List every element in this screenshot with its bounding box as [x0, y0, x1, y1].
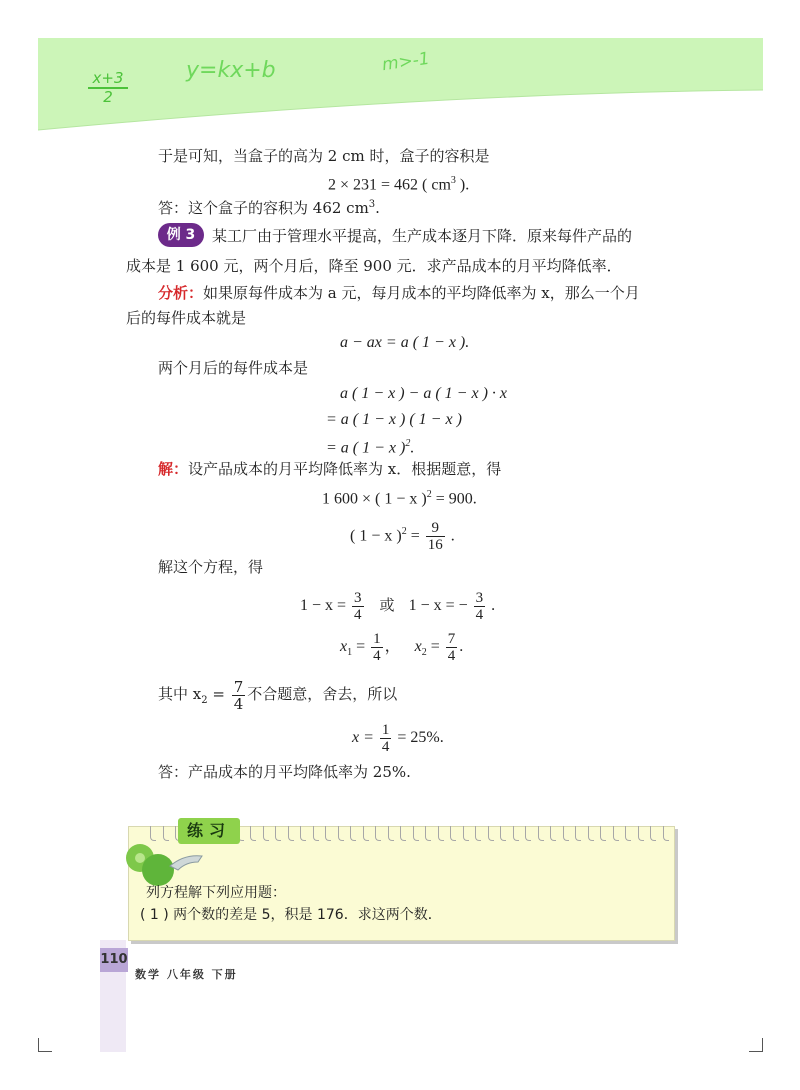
binder-ring — [263, 826, 269, 841]
binder-ring — [300, 826, 306, 841]
example-text-line: 某工厂由于管理水平提高，生产成本逐月下降．原来每件产品的 — [212, 227, 633, 245]
equation-two-months-c — [326, 434, 414, 458]
exercise-instruction: 列方程解下列应用题： — [146, 885, 286, 901]
superscript: 2 — [426, 489, 432, 500]
binder-ring — [513, 826, 519, 841]
binder-ring — [350, 826, 356, 841]
numerator: 3 — [475, 589, 484, 606]
equation-text: ). — [455, 176, 470, 194]
numerator: 7 — [447, 630, 456, 647]
equation-text: = — [426, 638, 444, 655]
fraction — [446, 631, 458, 664]
exercise-question: ( 1 ) 两个数的差是 5，积是 176．求这两个数． — [140, 907, 442, 923]
binder-ring — [575, 826, 581, 841]
equation-solutions — [340, 629, 463, 671]
equation-text: . — [410, 439, 415, 457]
exercise-tag: 练习 — [178, 818, 240, 844]
answer-text: . — [375, 199, 380, 217]
example-badge: 例 3 — [158, 223, 204, 247]
equation-two-months-b: = a ( 1 − x ) ( 1 − x ) — [326, 411, 462, 428]
header-formula-linear: y=kx+b — [186, 58, 276, 83]
binder-ring — [338, 826, 344, 841]
binder-ring — [375, 826, 381, 841]
equation-text: . — [459, 638, 464, 655]
equation-text: 1 − x = — [300, 597, 351, 614]
subscript: 2 — [421, 647, 427, 659]
binder-ring — [425, 826, 431, 841]
binder-ring — [313, 826, 319, 841]
equation-text: 2 × 231 = 462 ( cm — [328, 176, 451, 194]
header-formula-numerator: x+3 — [88, 70, 128, 89]
binder-ring — [650, 826, 656, 841]
binder-ring — [663, 826, 669, 841]
header-formula-fraction — [88, 70, 128, 106]
denominator: 4 — [447, 647, 456, 664]
binder-ring — [463, 826, 469, 841]
equation-square — [350, 514, 455, 554]
binder-ring — [500, 826, 506, 841]
header-formula-denominator: 2 — [103, 88, 113, 106]
equation-result — [352, 720, 444, 756]
answer-text: 答：这个盒子的容积为 462 cm — [158, 199, 369, 217]
binder-ring — [550, 826, 556, 841]
numerator: 1 — [381, 721, 390, 738]
equation-text: = 900. — [431, 490, 477, 508]
equation-volume — [328, 171, 469, 195]
binder-ring — [525, 826, 531, 841]
subscript: 2 — [201, 695, 208, 706]
header-formula-inequality: m>-1 — [380, 48, 431, 76]
denominator: 4 — [373, 647, 381, 664]
fraction — [371, 631, 383, 664]
denominator: 4 — [354, 606, 362, 623]
fraction — [352, 590, 364, 623]
binder-ring — [363, 826, 369, 841]
binder-ring — [475, 826, 481, 841]
binder-ring — [388, 826, 394, 841]
fraction — [232, 679, 246, 712]
equation-roots — [300, 587, 495, 624]
or-word: 或 — [379, 596, 395, 614]
analysis-line — [158, 283, 640, 303]
solution-text: 设产品成本的月平均降低率为 x．根据题意，得 — [188, 460, 502, 478]
equation-text: . — [446, 527, 455, 545]
paragraph-line: 两个月后的每件成本是 — [158, 359, 309, 377]
subscript: 1 — [347, 647, 353, 659]
reject-text: = — [207, 685, 230, 703]
binder-ring — [488, 826, 494, 841]
solution-label: 解： — [158, 460, 189, 478]
denominator: 4 — [475, 606, 484, 623]
equation-cost — [322, 485, 477, 509]
fraction — [474, 590, 486, 623]
superscript: 3 — [450, 175, 456, 186]
paragraph-line: 于是可知，当盒子的高为 2 cm 时，盒子的容积是 — [158, 147, 490, 165]
equation-text: x = — [352, 729, 378, 746]
numerator: 1 — [373, 630, 381, 647]
crop-mark-bottom-right — [762, 1038, 763, 1052]
reject-text: 不合题意，舍去，所以 — [247, 685, 398, 703]
equation-text: = a ( 1 − x ) — [326, 439, 406, 457]
variable: x — [340, 638, 348, 655]
binder-ring — [288, 826, 294, 841]
equation-text: = — [352, 638, 370, 655]
equation-text: ， — [384, 638, 401, 655]
equation-two-months-a: a ( 1 − x ) − a ( 1 − x ) · x — [340, 385, 508, 402]
binder-ring — [638, 826, 644, 841]
paragraph-line: 解这个方程，得 — [158, 558, 264, 576]
equation-text: = 25%. — [393, 729, 444, 746]
fraction — [426, 520, 445, 553]
equation-text: 1 600 × ( 1 − x ) — [322, 490, 427, 508]
superscript: 2 — [401, 526, 407, 537]
analysis-text: 如果原每件成本为 a 元，每月成本的平均降低率为 x，那么一个月 — [203, 284, 640, 302]
equation-text: = — [406, 527, 424, 545]
equation-text: ( 1 − x ) — [350, 527, 402, 545]
binder-ring — [413, 826, 419, 841]
page-number: 110 — [100, 948, 128, 972]
denominator: 4 — [233, 694, 244, 713]
equation-text: 1 − x = − — [408, 597, 472, 614]
solution-line — [158, 459, 501, 479]
binder-ring — [400, 826, 406, 841]
binder-ring — [325, 826, 331, 841]
binder-ring — [588, 826, 594, 841]
binder-ring — [600, 826, 606, 841]
reject-line — [158, 676, 397, 719]
denominator: 16 — [427, 537, 443, 554]
crop-mark-bottom-left — [38, 1051, 52, 1052]
book-title: 数学 八年级 下册 — [135, 968, 238, 981]
analysis-line: 后的每件成本就是 — [126, 309, 247, 327]
numerator: 3 — [354, 589, 362, 606]
binder-ring — [450, 826, 456, 841]
binder-ring — [613, 826, 619, 841]
superscript: 2 — [405, 438, 411, 449]
binder-ring — [625, 826, 631, 841]
example-text-line: 成本是 1 600 元，两个月后，降至 900 元．求产品成本的月平均降低率． — [126, 257, 622, 275]
analysis-label: 分析： — [158, 284, 204, 302]
variable: x — [414, 638, 422, 655]
numerator: 9 — [426, 520, 445, 537]
equation-one-month: a − ax = a ( 1 − x ). — [340, 334, 470, 351]
equation-text: . — [487, 597, 496, 614]
denominator: 4 — [381, 738, 390, 755]
reject-text: 其中 x — [158, 685, 202, 703]
binder-ring — [438, 826, 444, 841]
binder-ring — [538, 826, 544, 841]
answer-line — [158, 195, 380, 218]
superscript: 3 — [368, 199, 376, 210]
binder-ring — [250, 826, 256, 841]
crop-mark-bottom-right — [749, 1051, 763, 1052]
numerator: 7 — [233, 677, 244, 696]
final-answer: 答：产品成本的月平均降低率为 25%. — [158, 763, 411, 781]
binder-ring — [563, 826, 569, 841]
fraction — [380, 722, 392, 755]
binder-ring — [275, 826, 281, 841]
crop-mark-bottom-left — [38, 1038, 39, 1052]
